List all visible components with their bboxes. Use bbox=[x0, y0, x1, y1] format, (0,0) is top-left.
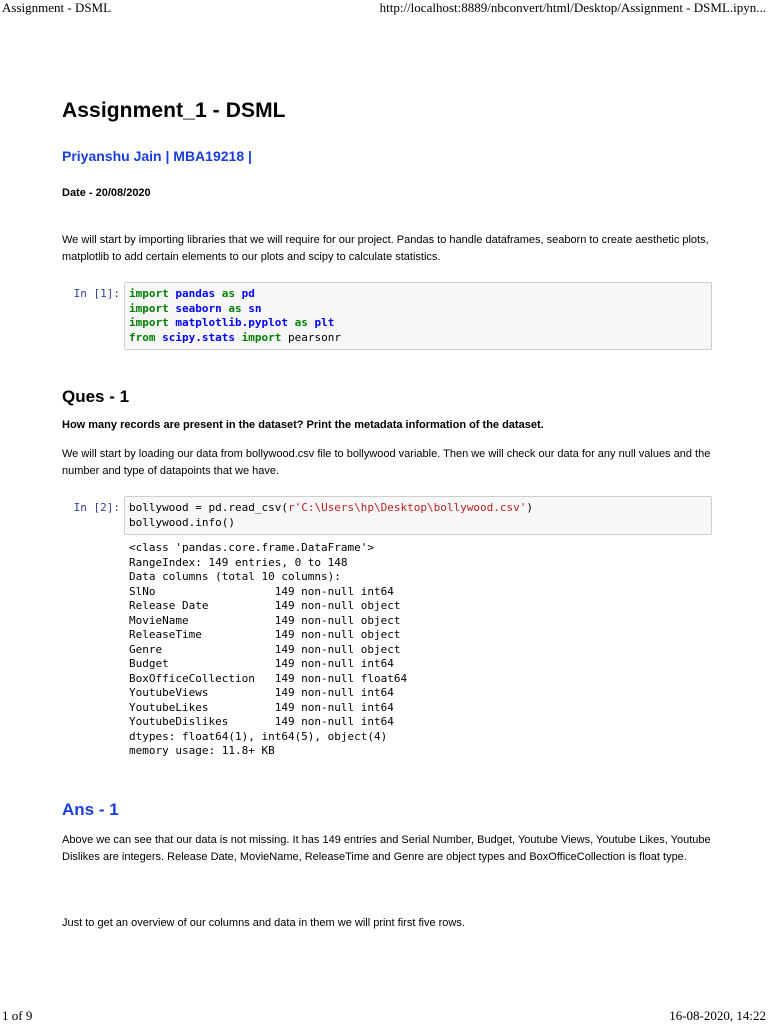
page-number: 1 of 9 bbox=[2, 1008, 33, 1023]
output-line: Genre 149 non-null object bbox=[129, 642, 401, 656]
code-text: ) bbox=[526, 501, 533, 514]
output-line: RangeIndex: 149 entries, 0 to 148 bbox=[129, 555, 348, 569]
code-keyword: as bbox=[228, 301, 242, 315]
output-line: memory usage: 11.8+ KB bbox=[129, 744, 275, 757]
code-keyword: as bbox=[221, 287, 235, 300]
code-keyword: from bbox=[129, 330, 156, 344]
ans1-paragraph: Above we can see that our data is not missing. It has 149 entries and Serial Number, Budget, Youtube Views, Youtube Likes, Youtube Dislikes are integers. Release Date, MovieName, ReleaseTime and Genre are object types and BoxOfficeCollection is float type. bbox=[62, 834, 711, 863]
code-output-2 bbox=[129, 541, 407, 759]
code-keyword: as bbox=[294, 316, 308, 329]
code-keyword: import bbox=[241, 330, 282, 344]
cell-prompt: In [2]: bbox=[73, 501, 120, 514]
code-input-2[interactable] bbox=[124, 496, 712, 535]
code-module: seaborn bbox=[175, 301, 222, 315]
code-keyword: import bbox=[129, 301, 169, 315]
code-string: r'C:\Users\hp\Desktop\bollywood.csv' bbox=[287, 501, 527, 514]
code-module: matplotlib.pyplot bbox=[175, 316, 288, 329]
output-line: ReleaseTime 149 non-null object bbox=[129, 628, 401, 641]
output-line: MovieName 149 non-null object bbox=[129, 613, 401, 627]
output-line: Release Date 149 non-null object bbox=[129, 599, 401, 612]
code-name: sn bbox=[248, 301, 262, 315]
code-module: pandas bbox=[175, 287, 216, 300]
notebook-title: Assignment_1 - DSML bbox=[62, 99, 286, 122]
code-name: pd bbox=[241, 287, 255, 300]
code-keyword: import bbox=[129, 316, 169, 329]
print-footer bbox=[0, 1008, 768, 1024]
output-line: YoutubeViews 149 non-null int64 bbox=[129, 686, 394, 699]
output-line: BoxOfficeCollection 149 non-null float64 bbox=[129, 671, 408, 685]
author-line: Priyanshu Jain | MBA19218 | bbox=[62, 148, 252, 164]
print-header bbox=[0, 0, 768, 16]
output-line: YoutubeLikes 149 non-null int64 bbox=[129, 700, 394, 714]
code-text: bollywood = pd.read_csv( bbox=[129, 501, 288, 514]
print-header-url: http://localhost:8889/nbconvert/html/Desktop/Assignment - DSML.ipyn... bbox=[379, 0, 766, 15]
ques1-question: How many records are present in the dataset? Print the metadata information of the dataset. bbox=[62, 419, 544, 431]
ques1-paragraph: We will start by loading our data from bollywood.csv file to bollywood variable. Then we will check our data for any null values and the number and type of datapoints that we have. bbox=[62, 448, 711, 477]
code-input-1[interactable] bbox=[124, 282, 712, 350]
code-name: pearsonr bbox=[287, 330, 341, 344]
code-module: scipy.stats bbox=[162, 330, 235, 344]
print-header-title: Assignment - DSML bbox=[2, 0, 112, 15]
output-line: <class 'pandas.core.frame.DataFrame'> bbox=[129, 541, 375, 554]
cell-prompt: In [1]: bbox=[73, 287, 120, 300]
intro-paragraph: We will start by importing libraries that we will require for our project. Pandas to handle dataframes, seaborn to create aesthetic plots, matplotlib to add certain elements to our plots and scipy to calculate statistics. bbox=[62, 234, 709, 263]
ques1-heading: Ques - 1 bbox=[62, 387, 130, 406]
output-line: YoutubeDislikes 149 non-null int64 bbox=[129, 715, 394, 728]
date-line: Date - 20/08/2020 bbox=[62, 187, 151, 199]
code-keyword: import bbox=[129, 287, 169, 300]
print-timestamp: 16-08-2020, 14:22 bbox=[669, 1008, 766, 1023]
ans1-heading: Ans - 1 bbox=[62, 800, 119, 819]
output-line: Budget 149 non-null int64 bbox=[129, 657, 394, 670]
output-line: dtypes: float64(1), int64(5), object(4) bbox=[129, 729, 388, 743]
overview-paragraph: Just to get an overview of our columns and data in them we will print first five rows. bbox=[62, 917, 465, 929]
output-line: Data columns (total 10 columns): bbox=[129, 570, 341, 583]
output-line: SlNo 149 non-null int64 bbox=[129, 584, 394, 598]
code-text: bollywood.info() bbox=[129, 515, 235, 529]
code-name: plt bbox=[314, 316, 335, 329]
